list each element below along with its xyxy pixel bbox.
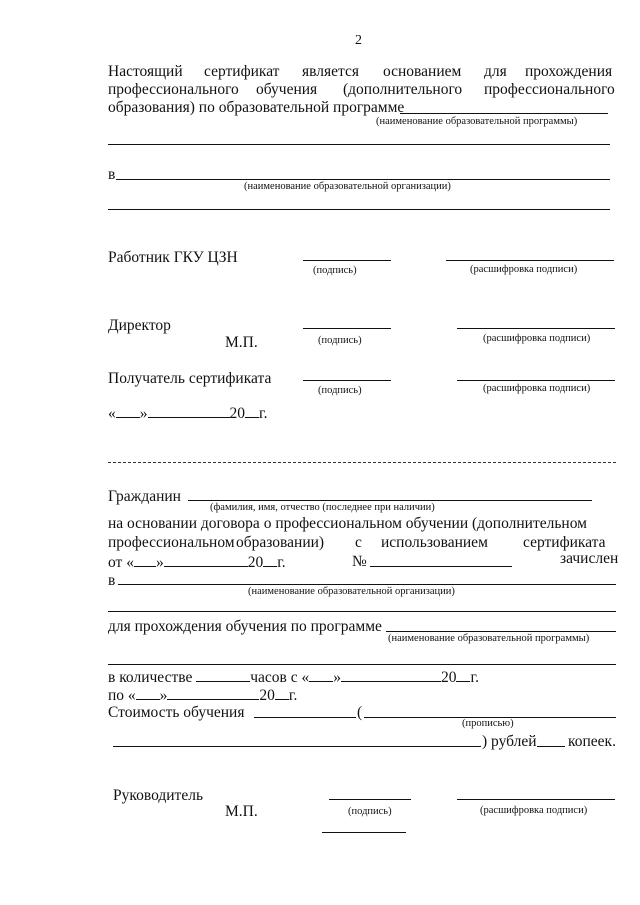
caption-signature: (подпись) bbox=[313, 265, 357, 276]
citizen-label: Гражданин bbox=[108, 488, 181, 505]
date-close-quote: » bbox=[139, 405, 148, 422]
cert-text-word: сертификат bbox=[204, 63, 280, 80]
cert-text-word: основанием bbox=[383, 63, 462, 80]
year-prefix: 20 bbox=[440, 669, 457, 686]
date-year-suffix: г. bbox=[259, 405, 268, 422]
cut-line bbox=[108, 462, 616, 463]
bottom-line bbox=[322, 832, 406, 833]
program-label: для прохождения обучения по программе bbox=[108, 618, 382, 635]
from-label: от « bbox=[108, 554, 134, 571]
stamp-place-label: М.П. bbox=[225, 803, 258, 820]
cert-text-word: Настоящий bbox=[108, 63, 183, 80]
cert-text-word: профессионального bbox=[484, 81, 615, 98]
cost-label: Стоимость обучения bbox=[108, 704, 245, 721]
cost-number-line bbox=[254, 717, 356, 718]
close-quote: » bbox=[155, 554, 164, 571]
contract-text-word: сертификата bbox=[523, 534, 606, 551]
recipient-signature-line bbox=[303, 380, 391, 381]
contract-text-word: с bbox=[355, 534, 362, 551]
head-decode-line bbox=[457, 799, 615, 800]
contract-text-word: профессиональном bbox=[108, 534, 235, 551]
to-label: по « bbox=[108, 687, 136, 704]
open-paren: ( bbox=[357, 704, 363, 721]
date-year-prefix: 20 bbox=[229, 405, 245, 422]
caption-signature: (подпись) bbox=[318, 385, 362, 396]
program-name-line-2 bbox=[108, 144, 610, 145]
cost-words-line-2 bbox=[113, 746, 481, 747]
caption-organization-name: (наименование образовательной организации) bbox=[244, 181, 451, 192]
organization-name-line-2 bbox=[108, 611, 616, 612]
month-blank bbox=[148, 405, 230, 418]
head-label: Руководитель bbox=[113, 787, 204, 804]
contract-text-line: на основании договора о профессиональном обучении (дополнительном bbox=[108, 515, 587, 532]
caption-program-name: (наименование образовательной программы) bbox=[376, 116, 578, 127]
caption-decode: (расшифровка подписи) bbox=[483, 383, 591, 394]
month-blank bbox=[167, 687, 259, 700]
in-letter: в bbox=[108, 166, 116, 183]
worker-label: Работник ГКУ ЦЗН bbox=[108, 249, 238, 266]
caption-decode: (расшифровка подписи) bbox=[480, 805, 588, 816]
month-blank bbox=[341, 669, 441, 682]
year-blank bbox=[275, 687, 289, 700]
recipient-date bbox=[108, 405, 267, 422]
rubles-label: ) рублей bbox=[482, 733, 537, 750]
year-prefix: 20 bbox=[259, 687, 275, 704]
caption-signature: (подпись) bbox=[348, 806, 392, 817]
day-blank bbox=[134, 554, 156, 567]
organization-name-line-2 bbox=[108, 209, 610, 210]
organization-name-line bbox=[116, 179, 610, 180]
day-blank bbox=[116, 405, 140, 418]
caption-decode: (расшифровка подписи) bbox=[483, 333, 591, 344]
year-blank bbox=[456, 669, 470, 682]
cert-text-word: является bbox=[302, 63, 359, 80]
cert-text-word: прохождения bbox=[525, 63, 613, 80]
end-date-line bbox=[108, 687, 297, 704]
year-suffix: г. bbox=[277, 554, 286, 571]
caption-decode: (расшифровка подписи) bbox=[470, 264, 578, 275]
citizen-name-line bbox=[188, 500, 592, 501]
director-signature-line bbox=[303, 328, 391, 329]
year-blank bbox=[245, 405, 259, 418]
cert-text-line: образования) по образовательной программе bbox=[108, 99, 405, 116]
kopecks-blank bbox=[537, 746, 565, 747]
recipient-decode-line bbox=[457, 380, 615, 381]
enrolled-label: зачислен bbox=[560, 550, 619, 567]
year-prefix: 20 bbox=[247, 554, 264, 571]
program-name-line-2 bbox=[108, 664, 616, 665]
contract-date bbox=[108, 554, 286, 571]
recipient-label: Получатель сертификата bbox=[108, 370, 272, 387]
stamp-place-label: М.П. bbox=[225, 334, 258, 351]
hours-line bbox=[108, 669, 479, 686]
caption-program-name: (наименование образовательной программы) bbox=[388, 633, 590, 644]
amount-label: в количестве bbox=[108, 669, 193, 686]
worker-signature-line bbox=[303, 260, 391, 261]
year-suffix: г. bbox=[288, 687, 298, 704]
page-number: 2 bbox=[355, 33, 362, 48]
head-signature-line bbox=[329, 799, 411, 800]
year-blank bbox=[263, 554, 277, 567]
director-decode-line bbox=[457, 328, 615, 329]
cert-text-word: (дополнительного bbox=[343, 81, 463, 98]
worker-decode-line bbox=[446, 260, 614, 261]
caption-organization-name: (наименование образовательной организации) bbox=[248, 586, 455, 597]
year-suffix: г. bbox=[470, 669, 479, 686]
number-label: № bbox=[352, 553, 367, 570]
certificate-number-line bbox=[370, 566, 512, 567]
caption-in-words: (прописью) bbox=[462, 718, 514, 729]
cert-text-word: профессионального bbox=[108, 81, 239, 98]
month-blank bbox=[164, 554, 248, 567]
contract-text-word: использованием bbox=[381, 534, 488, 551]
in-letter: в bbox=[108, 572, 116, 589]
program-name-line bbox=[386, 631, 616, 632]
cert-text-word: для bbox=[484, 63, 507, 80]
organization-name-line bbox=[118, 584, 616, 585]
caption-signature: (подпись) bbox=[318, 335, 362, 346]
date-open-quote: « bbox=[108, 405, 116, 422]
day-blank bbox=[309, 669, 333, 682]
hours-from-label: часов с « bbox=[250, 669, 310, 686]
program-name-line bbox=[400, 113, 608, 114]
kopecks-label: копеек. bbox=[568, 733, 616, 750]
hours-blank bbox=[196, 669, 250, 682]
close-quote: » bbox=[333, 669, 341, 686]
close-quote: » bbox=[159, 687, 168, 704]
director-label: Директор bbox=[108, 317, 171, 334]
contract-text-word: образовании) bbox=[236, 534, 325, 551]
caption-fio: (фамилия, имя, отчество (последнее при наличии) bbox=[210, 502, 435, 513]
cert-text-word: обучения bbox=[256, 81, 318, 98]
day-blank bbox=[136, 687, 160, 700]
